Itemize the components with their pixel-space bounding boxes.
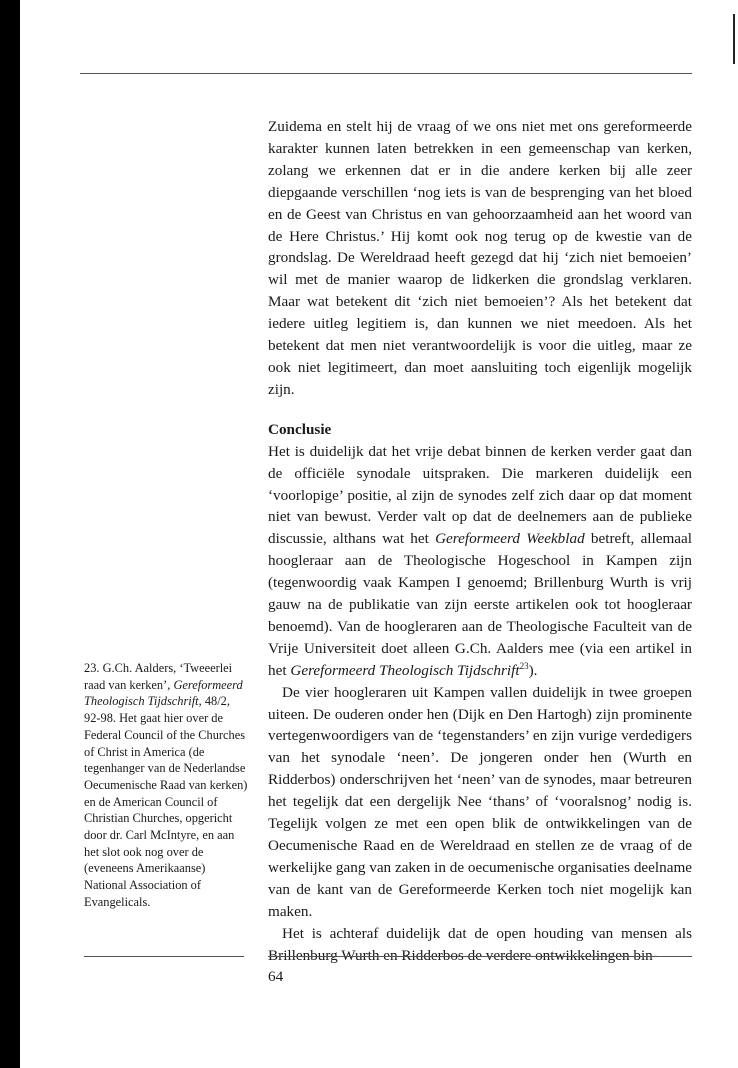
section-heading: Conclusie xyxy=(268,420,332,438)
journal-title-weekblad: Gereformeerd Weekblad xyxy=(435,530,585,548)
journal-title-tijdschrift: Gereformeerd Theologisch Tijdschrift xyxy=(290,661,520,679)
paragraph-2-text-a: Het is duidelijk dat het vrije debat binnen de kerken verder gaat dan de officiële synodale uitspraken. Die markeren duidelijk een ‘voorlopige’ positie, al zijn de synodes zelf zich daar op dat moment niet van bewust. Verder valt op dat de deelnemers aan de publieke discussie, althans wat het xyxy=(268,442,692,548)
footnote-text-c: , 48/2, 92-98. Het gaat hier over de Federal Council of the Churches of Christ in America (de tegenhanger van de Nederlandse Oecumenische Raad van kerken) en de American Council of Christian Churches, opgericht door dr. Carl McIntyre, en aan het slot ook nog over de (eveneens Amerikaanse) National Association of Evangelicals. xyxy=(84,694,248,909)
scan-binding-edge xyxy=(0,0,20,1068)
page-corner-mark xyxy=(733,14,735,64)
paragraph-3: De vier hoogleraren uit Kampen vallen duidelijk in twee groepen uiteen. De ouderen onder hen (Dijk en Den Hartogh) zijn prominente vertegenwoordigers van de ‘tegenstanders’ en zijn vurige verdedigers van het synodale ‘neen’. De jongeren onder hen (Wurth en Ridderbos) onderschrijven het ‘neen’ van de synodes, maar betreuren het tegelijk dat een dergelijk Nee ‘thans’ of ‘vooralsnog’ nodig is. Tegelijk volgen ze met een open blik de ontwikkelingen van de Oecumenische Raad en de Wereldraad en stellen ze de vraag of de werkelijke gang van zaken in de oecumenische organisaties deelname van de kant van de Gereformeerde Kerken toch niet mogelijk kan maken. xyxy=(268,683,692,920)
bottom-rule xyxy=(268,956,692,957)
page-number: 64 xyxy=(268,968,284,985)
main-text-column xyxy=(268,116,692,966)
footnote-reference[interactable]: 23 xyxy=(519,660,529,671)
footnote-text-a: 23. G.Ch. Aalders, ‘Tweeerlei raad van kerken’, xyxy=(84,661,233,692)
paragraph-2-text-c: betreft, allemaal hoogleraar aan de Theologische Hogeschool in Kampen zijn (tegenwoordig vaak Kampen I genoemd; Brillenburg Wurth is vrij gauw na de publikatie van zijn eerste artikelen ook tot hoogleraar benoemd). Van de hoogleraren aan de Theologische Faculteit van de Vrije Universiteit doet alleen G.Ch. Aalders mee (via een artikel in het xyxy=(268,530,693,679)
top-rule xyxy=(80,73,692,74)
paragraph-4: Het is achteraf duidelijk dat de open houding van mensen als Brillenburg Wurth en Ridderbos de verdere ontwikkelingen bin- xyxy=(268,924,692,964)
paragraph-1: Zuidema en stelt hij de vraag of we ons niet met ons gereformeerde karakter kunnen laten betrekken in een gemeenschap van kerken, zolang we erkennen dat er in die andere kerken bij alle zeer diepgaande verschillen ‘nog iets is van de besprenging van het bloed en de Geest van Christus en van gehoorzaamheid aan het woord van de Here Christus.’ Hij komt ook nog terug op de kwestie van de grondslag. De Wereldraad heeft gezegd dat hij ‘zich niet bemoeien’ wil met de manier waarop de lidkerken die grondslag verklaren. Maar wat betekent dit ‘zich niet bemoeien’? Als het betekent dat iedere uitleg legitiem is, dan kunnen we niet meedoen. Als het betekent dat men niet verantwoordelijk is voor die uitleg, maar ze ook niet legitimeert, dan moet aansluiting toch eigenlijk mogelijk zijn. xyxy=(268,118,692,398)
paragraph-2 xyxy=(268,441,692,682)
footnote-journal-title: Gereformeerd Theologisch Tijdschrift xyxy=(84,677,243,709)
footnote-rule xyxy=(84,956,244,957)
paragraph-2-text-e: ). xyxy=(528,661,538,679)
footnote-23 xyxy=(84,660,248,911)
